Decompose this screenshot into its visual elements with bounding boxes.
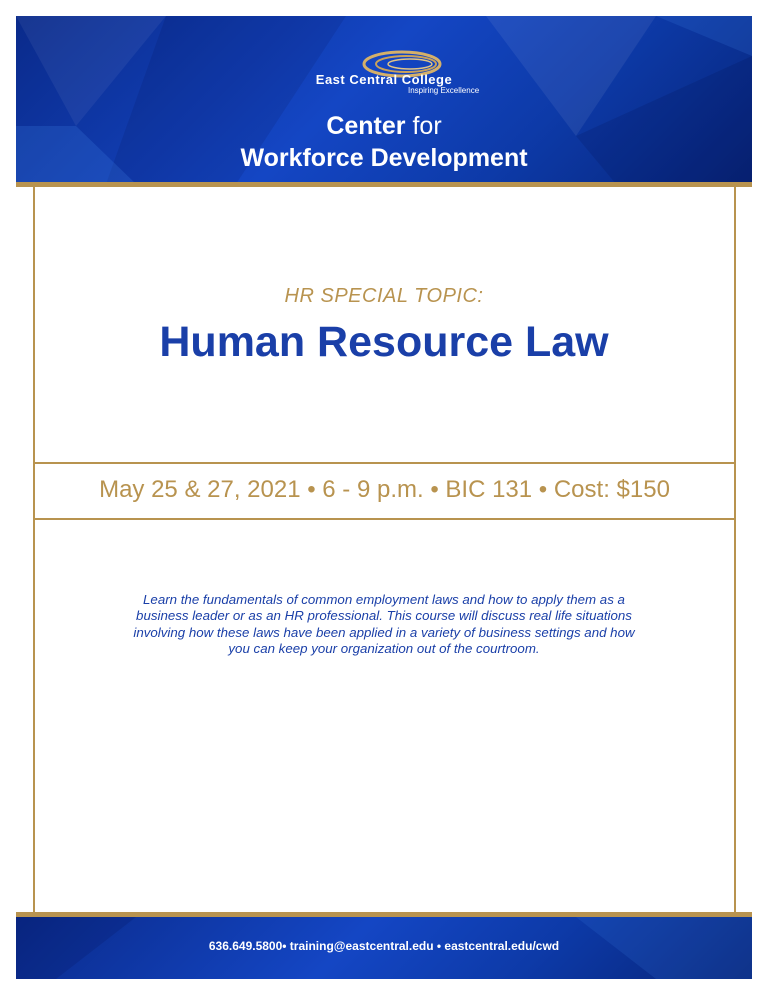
contact-info: 636.649.5800• training@eastcentral.edu • eastcentral.edu/cwd [208, 939, 560, 953]
workforce-heading: Workforce Development [240, 144, 528, 172]
college-name: East Central College [315, 72, 453, 87]
college-tagline: Inspiring Excellence [408, 86, 480, 95]
center-word: Center [326, 112, 406, 140]
event-details: May 25 & 27, 2021 • 6 - 9 p.m. • BIC 131 • Cost: $150 [99, 476, 670, 503]
center-heading [16, 112, 752, 141]
footer-banner [16, 917, 752, 979]
course-description: Learn the fundamentals of common employment laws and how to apply them as a business leader or as an HR professional. This course will discuss real life situations involving how these laws have been applied in a variety of business settings and how you can keep your organization out of the courtroom. [133, 592, 635, 657]
topic-label: HR SPECIAL TOPIC: [284, 285, 484, 307]
course-title: Human Resource Law [159, 318, 609, 366]
header-banner [16, 16, 752, 184]
for-word: for [412, 112, 442, 140]
event-details-band [33, 462, 736, 520]
